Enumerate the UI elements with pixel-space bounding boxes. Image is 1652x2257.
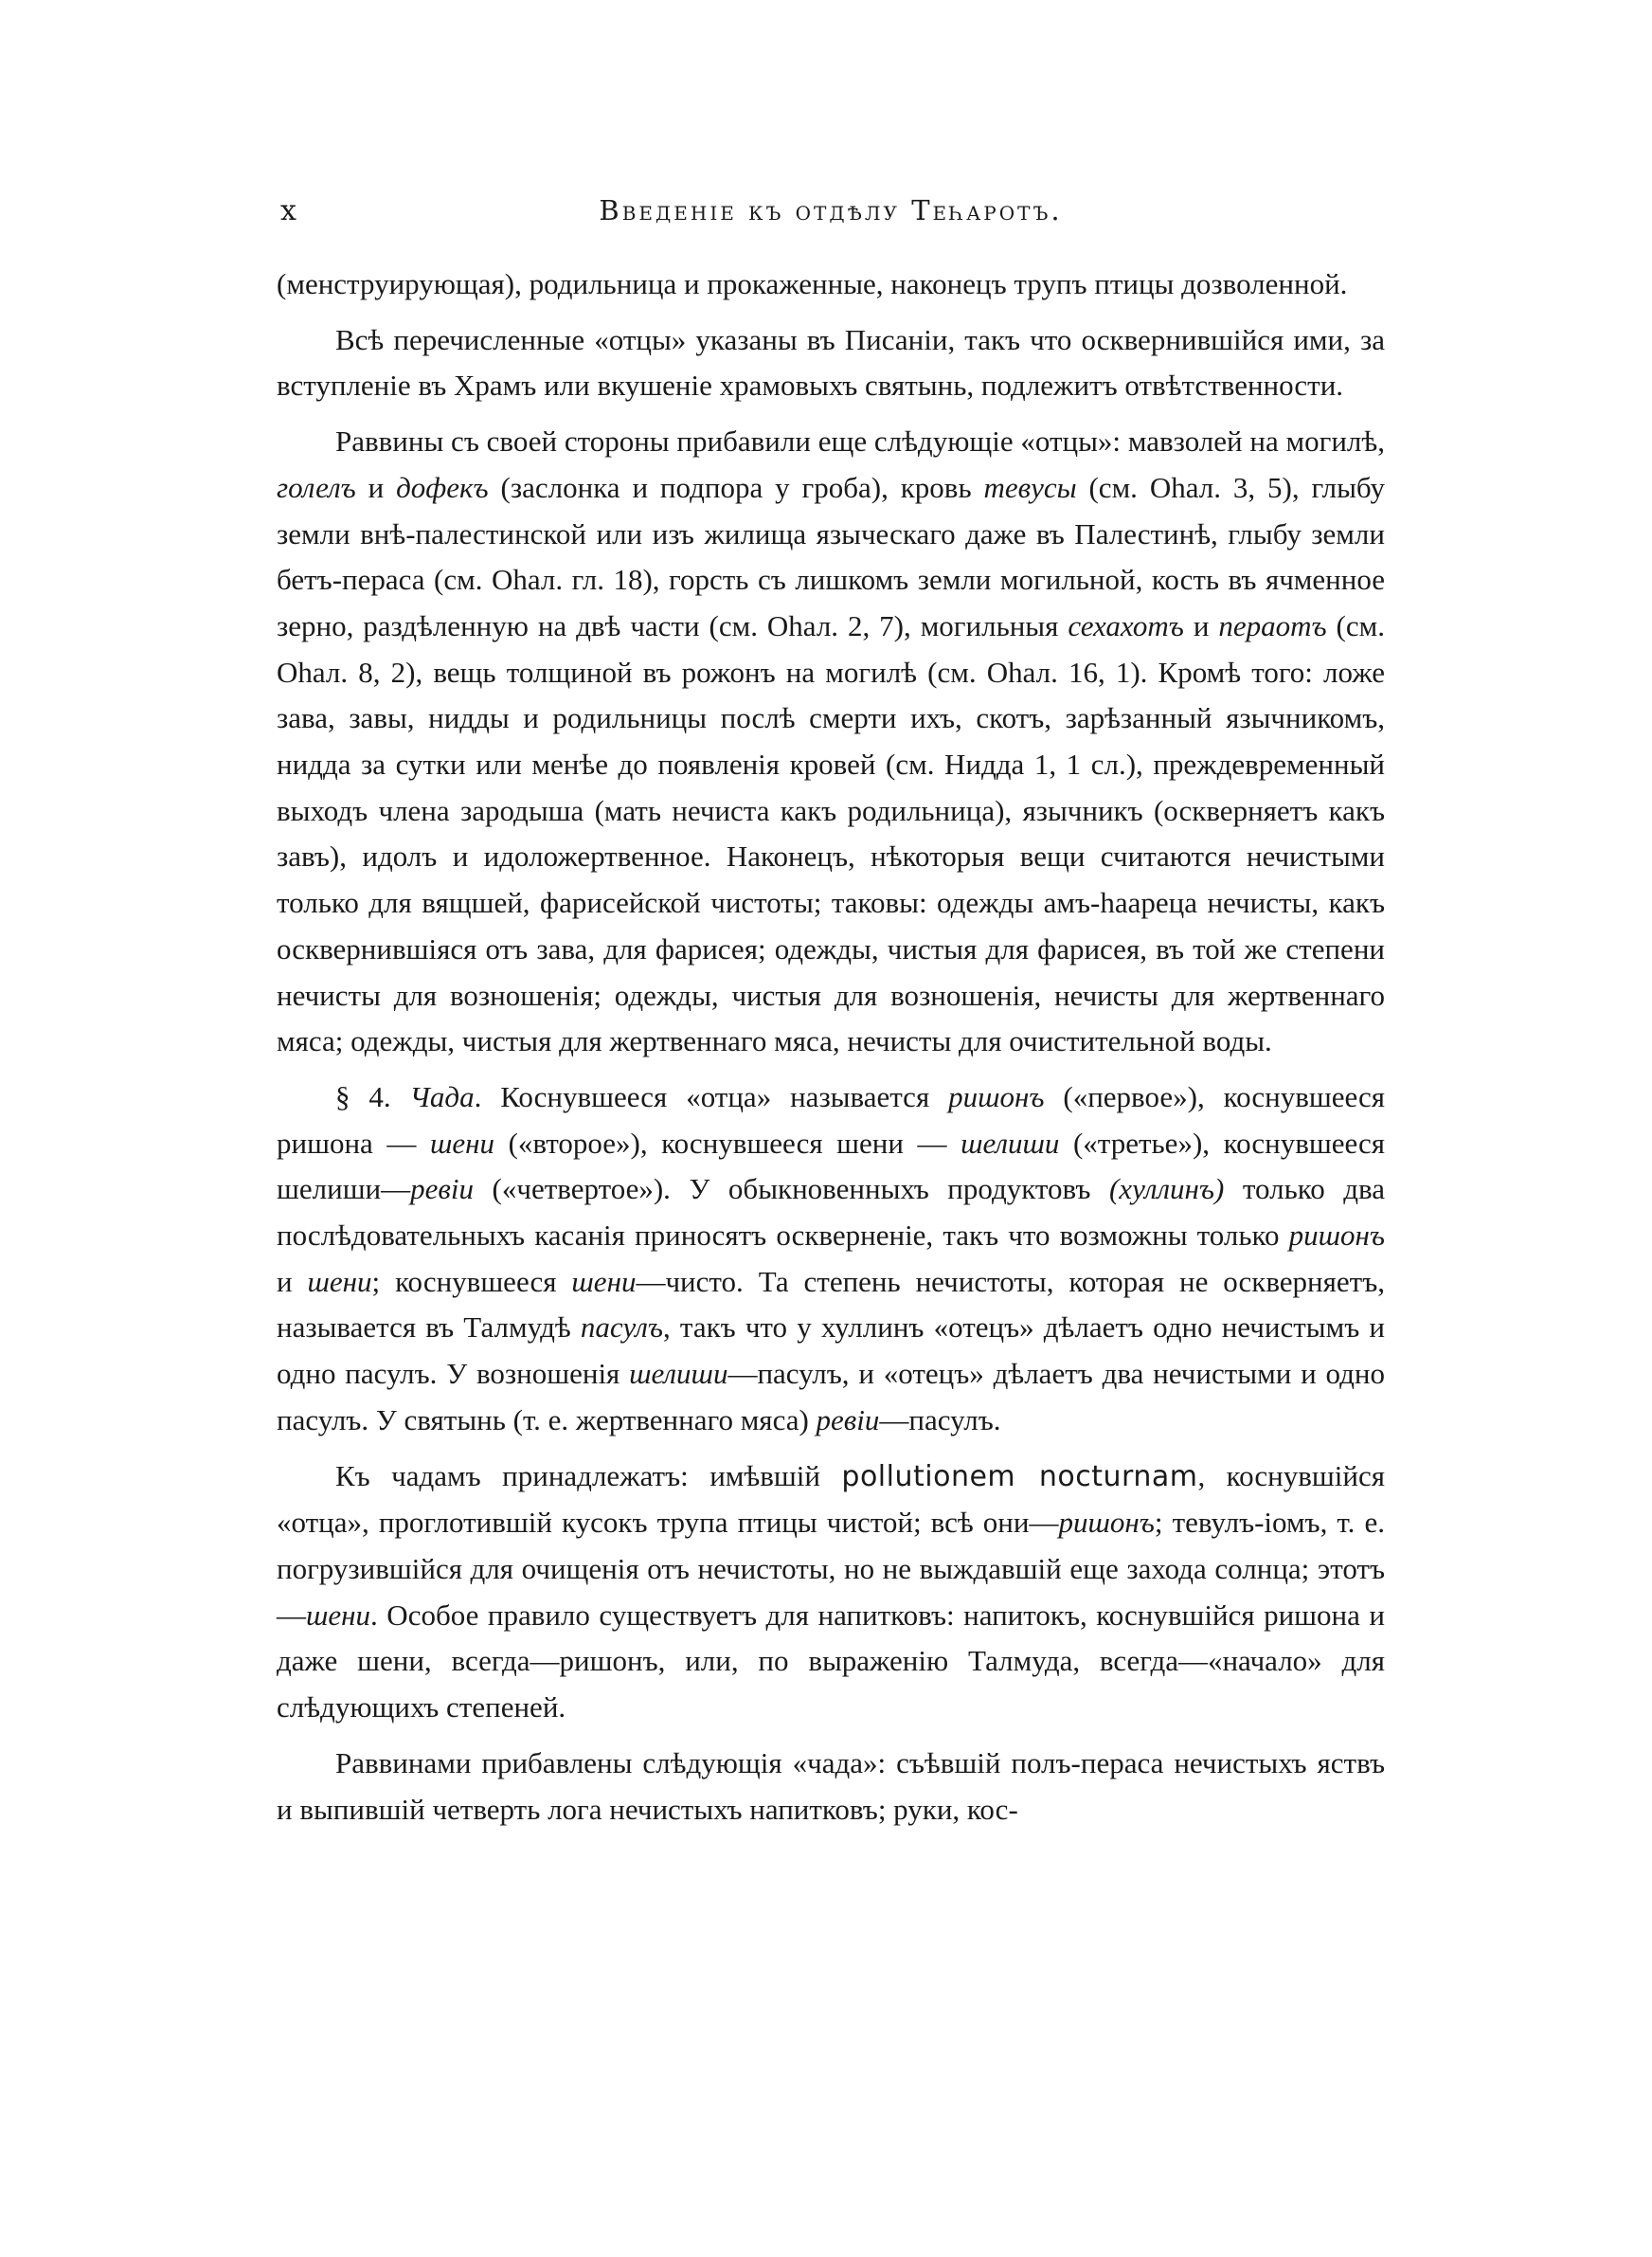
text-run: (см. Оһал. 8, 2), вещь толщиной въ рожонъ на могилѣ (см. Оһал. 16, 1). Кромѣ того: ложе зава, завы, нидды и родильницы послѣ смерти ихъ, скотъ, зарѣзанный язычникомъ, нидда за сутки или менѣе до появленія кровей (см. Нидда 1, 1 сл.), преждевременный выходъ члена зародыша (мать нечиста какъ родильница), язычникъ (оскверняетъ какъ завъ), идолъ и идоложертвенное. Наконецъ, нѣкоторыя вещи считаются нечистыми только для вящшей, фарисейской чистоты; таковы: одежды амъ-һаареца нечисты, какъ осквернившіяся отъ зава, для фарисея; одежды, чистыя для фарисея, въ той же степени нечисты для возношенія; одежды, чистыя для возношенія, нечисты для жертвеннаго мяса; одежды, чистыя для жертвеннаго мяса, нечисты для очистительной воды. [277,608,1386,1058]
italic-term: ришонъ [1058,1506,1155,1540]
text-run: . Особое правило существуетъ для напитковъ: напитокъ, коснувшійся ришона и даже шени, всегда—ришонъ, или, по выраженію Талмуда, всегда—«начало» для слѣдующихъ степеней. [277,1598,1385,1724]
paragraph-p3 [277,419,1385,1065]
page-header [277,194,1385,242]
text-run: («четвертое»). У обыкновенныхъ продуктовъ [474,1172,1109,1206]
text-run: только два послѣдовательныхъ касанія приносятъ оскверненіе, такъ что возможны только [277,1172,1385,1253]
text-run: и [355,470,397,504]
text-run: ; тевулъ-іомъ, т. е. погрузившійся для очищенія отъ нечистоты, но не выждавшій еще захода солнца; этотъ— [277,1506,1385,1632]
italic-term: шени [306,1598,371,1632]
italic-term: ришонъ [1288,1219,1385,1253]
running-title: Введеніе къ отдѣлу Теһаротъ. [599,194,1063,226]
italic-term: дофекъ [396,470,489,504]
text-run: (менструирующая), родильница и прокаженные, наконецъ трупъ птицы дозволенной. [277,267,1348,300]
paragraph-p4 [277,1074,1385,1444]
paragraph-p1 [277,262,1385,308]
italic-term: ришонъ [948,1079,1045,1113]
page-number: x [280,194,297,227]
text-run: Раввины съ своей стороны прибавили еще слѣдующіе «отцы»: мавзолей на могилѣ, [335,424,1385,459]
italic-term: голелъ [277,470,356,504]
italic-term: (хуллинъ) [1108,1172,1225,1206]
text-run: , такъ что у хуллинъ «отецъ» дѣлаетъ одно нечистымъ и одно пасулъ. У возношенія [277,1310,1385,1391]
italic-term: пасулъ [580,1310,663,1345]
text-run: («третье»), коснувшееся шелиши— [277,1126,1386,1206]
italic-term: Чада [409,1079,475,1113]
italic-term: шени [307,1264,372,1298]
text-run: Раввинами прибавлены слѣдующія «чада»: съѣвшій полъ-пераса нечистыхъ яствъ и выпившій четверть лога нечистыхъ напитковъ; руки, кос- [277,1745,1385,1826]
latin-term: pollutionem nocturnam [841,1459,1198,1493]
paragraph-p2 [277,317,1385,409]
text-run: —чисто. Та степень нечистоты, которая не оскверняетъ, называется въ Талмудѣ [277,1264,1385,1345]
text-run: , коснувшійся «отца», проглотившій кусокъ трупа птицы чистой; всѣ они— [277,1458,1385,1540]
text-run: и [1183,608,1219,642]
text-run: (заслонка и подпора у гроба), кровь [488,470,984,504]
italic-term: ревіи [410,1172,474,1206]
italic-term: шени [429,1126,494,1160]
italic-term: ревіи [816,1402,880,1436]
text-run: (см. Оһал. 3, 5), глыбу земли внѣ-палестинской или изъ жилища языческаго даже въ Палестинѣ, глыбу земли бетъ-пераса (см. Оһал. гл. 18), горсть съ лишкомъ земли могильной, кость въ ячменное зерно, раздѣленную на двѣ части (см. Оһал. 2, 7), могильныя [277,470,1385,642]
italic-term: шени [571,1264,637,1298]
italic-term: тевусы [983,470,1077,504]
italic-term: шелиши [629,1357,728,1391]
body-text [277,262,1385,1842]
italic-term: сехахотъ [1068,608,1184,642]
text-run: —пасулъ, и «отецъ» дѣлаетъ два нечистыми и одно пасулъ. У святынь (т. е. жертвеннаго мяса) [277,1357,1385,1436]
paragraph-p5 [277,1454,1385,1731]
text-run: § 4. [335,1079,410,1113]
paragraph-p6 [277,1741,1385,1833]
italic-term: пераотъ [1218,608,1327,642]
text-run: ; коснувшееся [371,1264,572,1298]
text-run: («первое»), коснувшееся ришона — [277,1079,1386,1160]
italic-term: шелиши [961,1126,1060,1160]
text-run: («второе»), коснувшееся шени — [494,1126,961,1160]
text-run: . Коснувшееся «отца» называется [474,1079,949,1113]
text-run: Всѣ перечисленные «отцы» указаны въ Писаніи, такъ что осквернившійся ими, за вступленіе въ Храмъ или вкушеніе храмовыхъ святынь, подлежитъ отвѣтственности. [277,322,1385,403]
text-run: —пасулъ. [879,1402,1001,1436]
text-run: и [277,1264,308,1298]
text-run: Къ чадамъ принадлежатъ: имѣвшій [335,1458,842,1492]
